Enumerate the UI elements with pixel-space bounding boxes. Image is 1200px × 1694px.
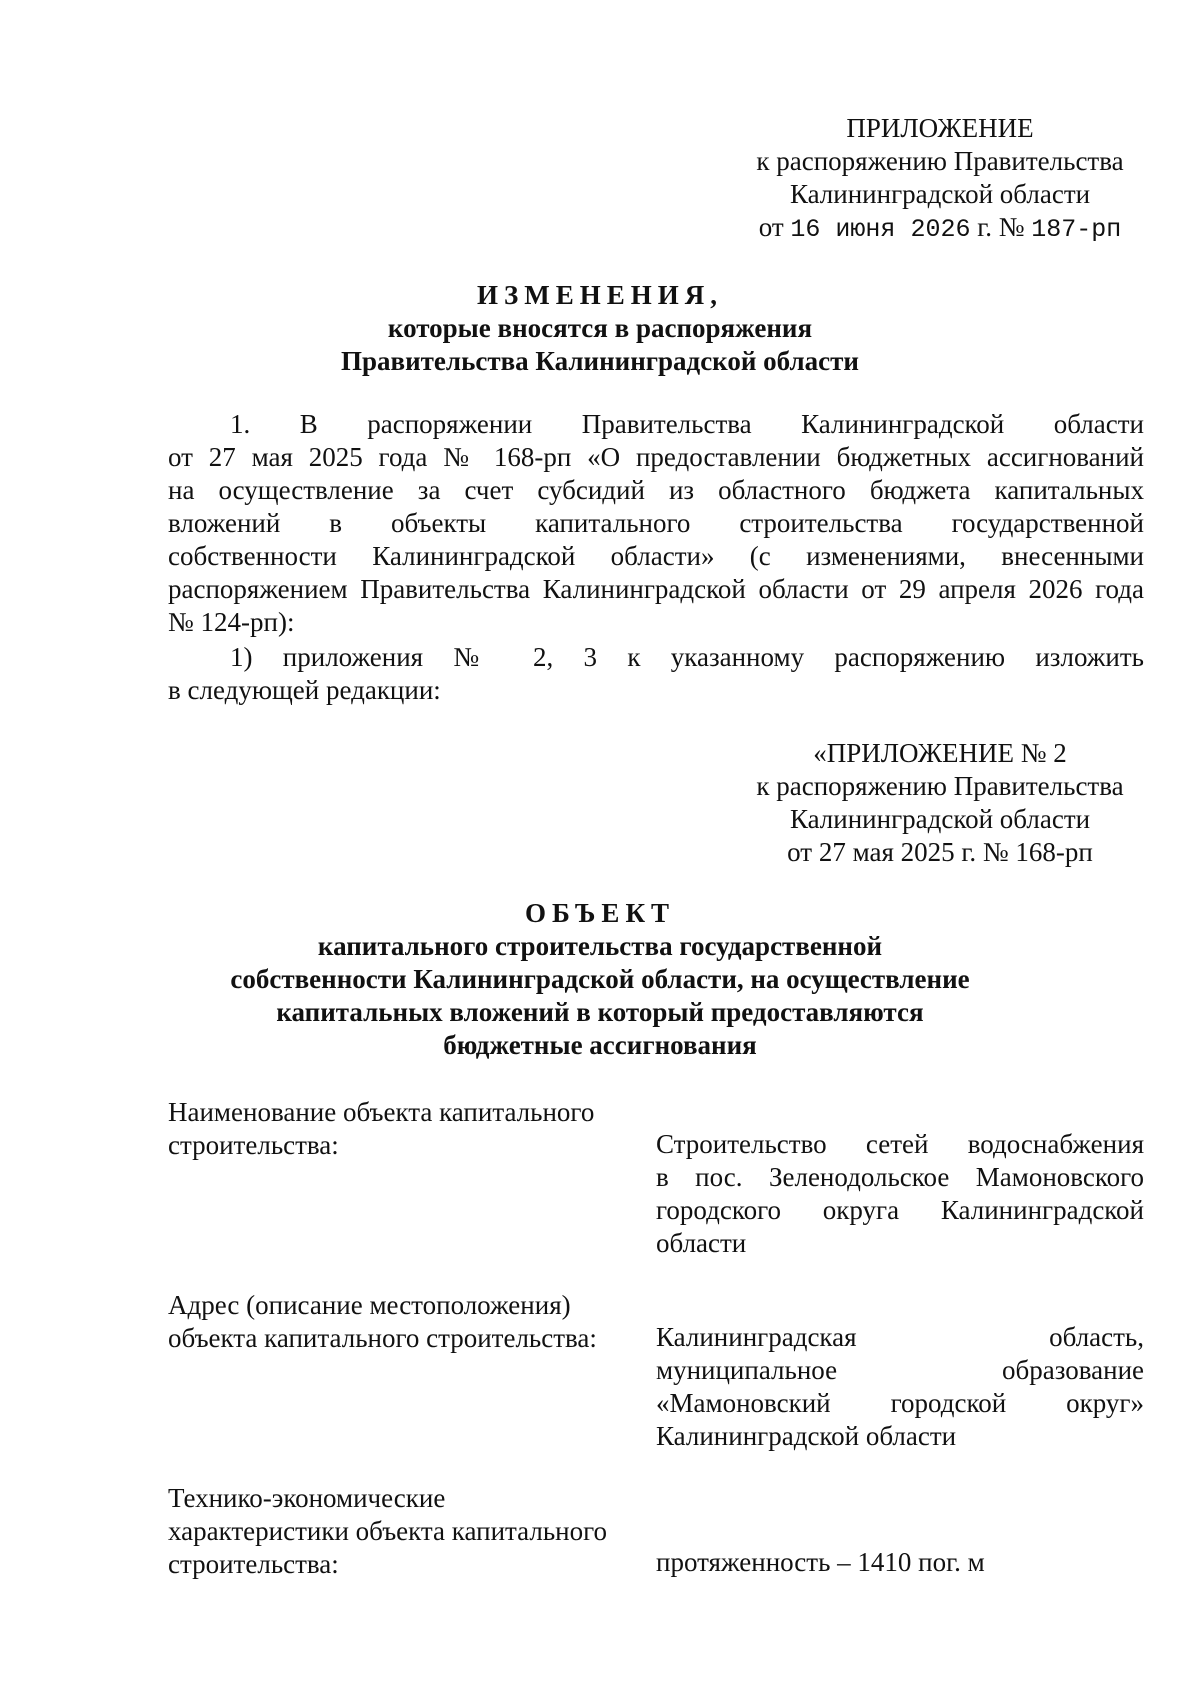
object-title bbox=[0, 897, 1200, 1062]
appendix-2-line-1: к распоряжению Правительства bbox=[756, 771, 1124, 801]
changes-title bbox=[0, 279, 1200, 378]
field-value-line: «Мамоновский городской округ» bbox=[656, 1388, 1144, 1418]
object-subtitle-3: капитальных вложений в который предоставляются bbox=[276, 997, 924, 1027]
field-value-line: Калининградской области bbox=[656, 1421, 957, 1451]
field-value-line: муниципальное образование bbox=[656, 1355, 1144, 1385]
field-value-line: протяженность – 1410 пог. м bbox=[656, 1547, 985, 1577]
paragraph-line: № 124-рп): bbox=[168, 607, 295, 637]
field-label-line: Наименование объекта капитального bbox=[168, 1097, 595, 1127]
field-value-line: в пос. Зеленодольское Мамоновского bbox=[656, 1162, 1144, 1192]
paragraph-line: в следующей редакции: bbox=[168, 675, 441, 705]
paragraph-line: распоряжением Правительства Калининградской области от 29 апреля 2026 года bbox=[168, 574, 1144, 604]
paragraph-line: от 27 мая 2025 года № 168-рп «О предоставлении бюджетных ассигнований bbox=[168, 442, 1144, 472]
paragraph-line: вложений в объекты капитального строительства государственной bbox=[168, 508, 1144, 538]
appendix-header bbox=[740, 112, 1140, 246]
field-label-line: характеристики объекта капитального bbox=[168, 1516, 608, 1546]
field-value-characteristics bbox=[656, 1546, 1144, 1579]
object-subtitle-2: собственности Калининградской области, на осуществление bbox=[230, 964, 970, 994]
object-subtitle-1: капитального строительства государственной bbox=[317, 931, 883, 961]
paragraph-2 bbox=[168, 641, 1144, 707]
object-heading: ОБЪЕКТ bbox=[524, 898, 676, 928]
field-value-line: Строительство сетей водоснабжения bbox=[656, 1129, 1144, 1159]
appendix-date-prefix: от bbox=[758, 212, 791, 242]
appendix-line-1: к распоряжению Правительства bbox=[756, 146, 1124, 176]
field-value-line: области bbox=[656, 1228, 747, 1258]
appendix-title: ПРИЛОЖЕНИЕ bbox=[846, 113, 1034, 143]
appendix-date: 16 июня 2026 bbox=[790, 215, 971, 244]
paragraph-line: на осуществление за счет субсидий из областного бюджета капитальных bbox=[168, 475, 1144, 505]
field-value-line: городского округа Калининградской bbox=[656, 1195, 1144, 1225]
appendix-number: 187-рп bbox=[1031, 215, 1122, 244]
field-label-line: Адрес (описание местоположения) bbox=[168, 1290, 571, 1320]
object-subtitle-4: бюджетные ассигнования bbox=[443, 1030, 757, 1060]
changes-subtitle-1: которые вносятся в распоряжения bbox=[387, 313, 813, 343]
appendix-2-title: «ПРИЛОЖЕНИЕ № 2 bbox=[813, 738, 1067, 768]
paragraph-line: 1) приложения № 2, 3 к указанному распоряжению изложить bbox=[230, 642, 1144, 672]
appendix-date-mid: г. № bbox=[970, 212, 1032, 242]
field-label-name bbox=[168, 1096, 648, 1162]
changes-heading: ИЗМЕНЕНИЯ, bbox=[476, 280, 723, 310]
field-label-line: строительства: bbox=[168, 1549, 339, 1579]
field-label-line: Технико-экономические bbox=[168, 1483, 446, 1513]
paragraph-1 bbox=[168, 408, 1144, 639]
appendix-2-header bbox=[740, 737, 1140, 869]
appendix-2-line-3: от 27 мая 2025 г. № 168-рп bbox=[787, 837, 1093, 867]
field-label-line: объекта капитального строительства: bbox=[168, 1323, 597, 1353]
paragraph-line: 1. В распоряжении Правительства Калининградской области bbox=[230, 409, 1144, 439]
appendix-line-2: Калининградской области bbox=[789, 179, 1091, 209]
paragraph-line: собственности Калининградской области» (с изменениями, внесенными bbox=[168, 541, 1144, 571]
field-value-address bbox=[656, 1321, 1144, 1453]
changes-subtitle-2: Правительства Калининградской области bbox=[341, 346, 859, 376]
appendix-date-line bbox=[740, 211, 1140, 246]
field-label-line: строительства: bbox=[168, 1130, 339, 1160]
field-label-characteristics bbox=[168, 1482, 648, 1581]
appendix-2-line-2: Калининградской области bbox=[789, 804, 1091, 834]
field-label-address bbox=[168, 1289, 648, 1355]
field-value-line: Калининградская область, bbox=[656, 1322, 1144, 1352]
field-value-name bbox=[656, 1128, 1144, 1260]
